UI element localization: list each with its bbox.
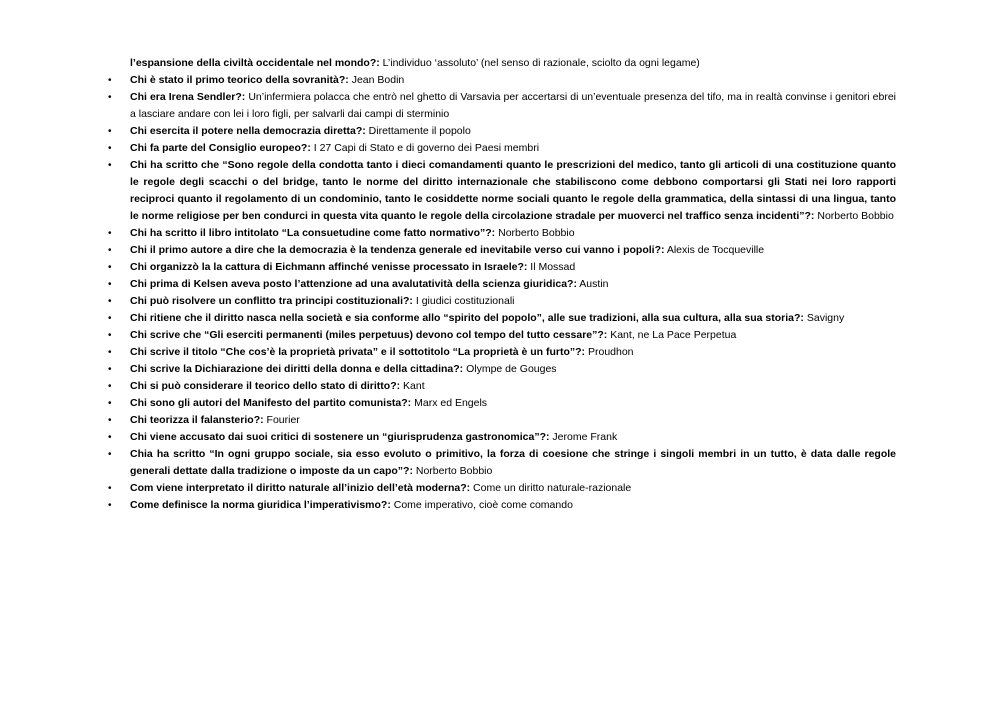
- answer-text: Austin: [576, 278, 609, 290]
- qa-item: [108, 276, 896, 293]
- bullet-icon: •: [108, 126, 112, 137]
- qa-item: [108, 378, 896, 395]
- answer-text: Alexis de Tocqueville: [664, 244, 765, 256]
- answer-text: Fourier: [263, 414, 300, 426]
- qa-item: [108, 225, 896, 242]
- bullet-icon: •: [108, 381, 112, 392]
- qa-item: [108, 259, 896, 276]
- qa-item: [108, 140, 896, 157]
- bullet-icon: •: [108, 500, 112, 511]
- qa-item: [108, 412, 896, 429]
- bullet-icon: •: [108, 398, 112, 409]
- answer-text: Proudhon: [585, 346, 634, 358]
- question-text: Com viene interpretato il diritto naturale all’inizio dell’età moderna?:: [130, 482, 471, 494]
- question-text: Chi era Irena Sendler?:: [130, 91, 246, 103]
- bullet-icon: •: [108, 262, 112, 273]
- answer-text: Norberto Bobbio: [495, 227, 575, 239]
- bullet-icon: •: [108, 228, 112, 239]
- answer-text: Kant, ne La Pace Perpetua: [607, 329, 737, 341]
- bullet-icon: •: [108, 364, 112, 375]
- answer-text: Il Mossad: [527, 261, 576, 273]
- bullet-icon: •: [108, 347, 112, 358]
- answer-text: Norberto Bobbio: [814, 210, 894, 222]
- question-text: Chia ha scritto “In ogni gruppo sociale, sia esso evoluto o primitivo, la forza di coesione che stringe i singoli membri in un tutto, è data dalle regole generali dettate dalla tradizione o imposte da un capo”?:: [130, 448, 896, 477]
- qa-item: [108, 327, 896, 344]
- answer-text: Norberto Bobbio: [412, 465, 493, 477]
- question-text: Chi ha scritto il libro intitolato “La consuetudine come fatto normativo”?:: [130, 227, 496, 239]
- qa-item: [108, 123, 896, 140]
- bullet-icon: •: [108, 160, 112, 171]
- qa-item: [108, 157, 896, 225]
- question-text: Chi scrive la Dichiarazione dei diritti della donna e della cittadina?:: [130, 363, 464, 375]
- question-text: Chi è stato il primo teorico della sovranità?:: [130, 74, 349, 86]
- question-text: Chi esercita il potere nella democrazia diretta?:: [130, 125, 366, 137]
- bullet-icon: •: [108, 296, 112, 307]
- qa-item: [108, 480, 896, 497]
- bullet-icon: •: [108, 245, 112, 256]
- qa-item: [108, 310, 896, 327]
- answer-text: Savigny: [803, 312, 845, 324]
- qa-item: [108, 361, 896, 378]
- qa-item: [108, 395, 896, 412]
- answer-text: Jerome Frank: [549, 431, 618, 443]
- question-text: Come definisce la norma giuridica l’imperativismo?:: [130, 499, 391, 511]
- answer-text: Come un diritto naturale-razionale: [470, 482, 632, 494]
- bullet-icon: •: [108, 483, 112, 494]
- bullet-icon: •: [108, 330, 112, 341]
- answer-text: Jean Bodin: [348, 74, 405, 86]
- qa-item: [108, 497, 896, 514]
- question-text: Chi organizzò la la cattura di Eichmann affinché venisse processato in Israele?:: [130, 261, 528, 273]
- question-text: Chi fa parte del Consiglio europeo?:: [130, 142, 311, 154]
- question-text: Chi scrive il titolo “Che cos’è la proprietà privata” e il sottotitolo “La proprietà è un furto”?:: [130, 346, 586, 358]
- answer-text: L’individuo ‘assoluto’ (nel senso di razionale, sciolto da ogni legame): [379, 57, 700, 69]
- answer-text: Kant: [400, 380, 425, 392]
- bullet-icon: •: [108, 143, 112, 154]
- qa-item: [108, 293, 896, 310]
- continuation-line: [130, 55, 896, 72]
- qa-item: [108, 72, 896, 89]
- answer-text: Marx ed Engels: [411, 397, 488, 409]
- question-text: Chi ritiene che il diritto nasca nella società e sia conforme allo “spirito del popolo”, alle sue tradizioni, alla sua cultura, alla sua storia?:: [130, 312, 804, 324]
- answer-text: Direttamente il popolo: [365, 125, 471, 137]
- question-text: Chi prima di Kelsen aveva posto l’attenzione ad una avalutatività della scienza giuridica?:: [130, 278, 577, 290]
- bullet-icon: •: [108, 92, 112, 103]
- answer-text: Un’infermiera polacca che entrò nel ghetto di Varsavia per accertarsi di un’eventuale presenza del tifo, ma in realtà convinse i genitori ebrei a lasciare andare con lei i loro figli, per salvarli dai campi di sterminio: [130, 91, 896, 120]
- bullet-icon: •: [108, 75, 112, 86]
- bullet-icon: •: [108, 313, 112, 324]
- bullet-icon: •: [108, 279, 112, 290]
- bullet-icon: •: [108, 432, 112, 443]
- qa-content: [108, 55, 896, 514]
- question-text: Chi sono gli autori del Manifesto del partito comunista?:: [130, 397, 412, 409]
- question-text: Chi il primo autore a dire che la democrazia è la tendenza generale ed inevitabile verso cui vanno i popoli?:: [130, 244, 665, 256]
- question-text: Chi viene accusato dai suoi critici di sostenere un “giurisprudenza gastronomica”?:: [130, 431, 550, 443]
- answer-text: Olympe de Gouges: [463, 363, 557, 375]
- answer-text: I giudici costituzionali: [412, 295, 515, 307]
- question-text: Chi si può considerare il teorico dello stato di diritto?:: [130, 380, 401, 392]
- question-text: l’espansione della civiltà occidentale nel mondo?:: [130, 57, 380, 69]
- answer-text: Come imperativo, cioè come comando: [390, 499, 573, 511]
- question-text: Chi ha scritto che “Sono regole della condotta tanto i dieci comandamenti quanto le prescrizioni del medico, tanto gli articoli di una costituzione quanto le regole degli scacchi o del bridge, tanto le norme del diritto internazionale che stabiliscono come debbono comportarsi gli Stati nei loro rapporti reciproci quanto il regolamento di un condominio, tanto le cosiddette norme sociali quanto le regole della grammatica, della sintassi di una lingua, tanto le norme religiose per ben condurci in questa vita quanto le regole della circolazione stradale per muoverci nel traffico senza incidenti”?:: [130, 159, 896, 222]
- question-text: Chi teorizza il falansterio?:: [130, 414, 264, 426]
- question-text: Chi scrive che “Gli eserciti permanenti (miles perpetuus) devono col tempo del tutto cessare”?:: [130, 329, 608, 341]
- qa-list: [108, 72, 896, 514]
- qa-item: [108, 89, 896, 123]
- bullet-icon: •: [108, 415, 112, 426]
- qa-item: [108, 242, 896, 259]
- qa-item: [108, 446, 896, 480]
- qa-item: [108, 429, 896, 446]
- answer-text: I 27 Capi di Stato e di governo dei Paesi membri: [310, 142, 540, 154]
- qa-item: [108, 344, 896, 361]
- bullet-icon: •: [108, 449, 112, 460]
- question-text: Chi può risolvere un conflitto tra principi costituzionali?:: [130, 295, 413, 307]
